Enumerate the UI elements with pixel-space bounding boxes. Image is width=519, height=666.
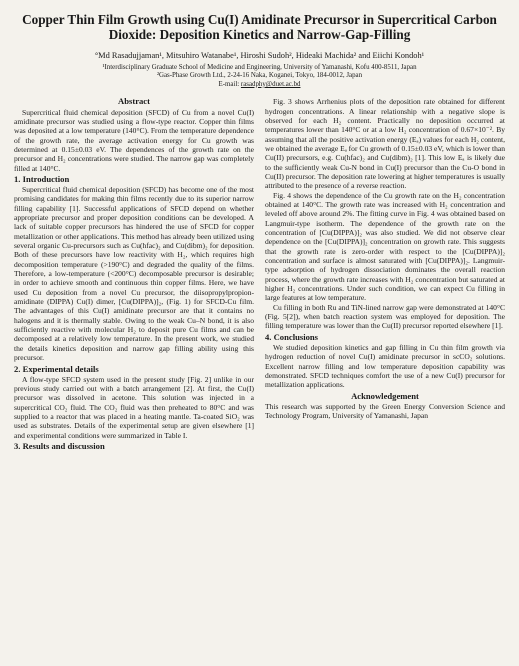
experimental-text: A flow-type SFCD system used in the present study [Fig. 2] unlike in our previous study carried out with a batch arrangement [2]. At first, the Cu(I) precursor was dissolved in acetone. This solution was injected in a supercritical CO₂ fluid. The CO₂ fluid was then preheated to 80°C and was supplied to a reactor that was placed in a heating mantle. Ta-coated SiO₂ was used as substrates. Details of the experimental setup are given elsewhere [1] and experimental conditions were summarized in Table I.	[14, 374, 254, 440]
left-column	[14, 97, 254, 452]
affiliation-1: ¹Interdisciplinary Graduate School of Medicine and Engineering, University of Yamanashi, Kofu 400-8511, Japan	[102, 64, 417, 71]
abstract-heading: Abstract	[118, 96, 150, 107]
results-heading: 3. Results and discussion	[14, 440, 105, 451]
conclusions-text: We studied deposition kinetics and gap filling in Cu thin film growth via hydrogen reduction of novel Cu(I) amidinate precursor in scCO₂ solutions. Excellent narrow filling and low temperature deposition capability was demonstrated. SFCD techniques comfort the use of a new Cu(I) precursor for metallization applications.	[265, 342, 505, 390]
email-line	[14, 81, 505, 89]
right-column	[265, 97, 505, 452]
experimental-heading: 2. Experimental details	[14, 363, 99, 374]
email-link[interactable]: rasadphy@duet.ac.bd	[240, 80, 301, 88]
introduction-text: Supercritical fluid chemical deposition (SFCD) has become one of the most promising candidates for making thin films recently due to its superior narrow filling capability [1]. Successful applications of SFCD depend on whether appropriate precursor and proper deposition conditions can be developed. A lack of suitable copper precursors has hindered the use of SFCD for copper metallization or other applications. This method has already been utilized using several organic Cu-precursors such as Cu(hfac)₂ and Cu(dibm)₂ for deposition. Both of these precursors have low reactivity with H₂, which requires high decomposition temperature (>190°C) and degraded the quality of the films. Therefore, a low-temperature (<200°C) decomposable precursor is desirable; in order to achieve smooth and continuous thin copper films. Here, we have used Cu deposition from a novel Cu precursor, the diisopropylpropion-amidinate (DIPPA) Cu(I) dimer, [Cu(DIPPA)]₂, (Fig. 1) for SFCD-Cu film. The advantages of this Cu(I) amidinate precursor are that it contains no halogens and it is thermally stable. Owing to the weak Cu–N bond, it is also sufficiently reactive with molecular H₂ to deposit pure Cu films and can be decomposed at a relatively low temperature. In the present work, we studied the details kinetics deposition and narrow gap filling ability using this precursor.	[14, 184, 254, 363]
body-columns	[14, 97, 505, 452]
affiliation-2: ²Gas-Phase Growth Ltd., 2-24-16 Naka, Koganei, Tokyo, 184-0012, Japan	[156, 72, 363, 80]
acknowledgement-heading: Acknowledgement	[351, 390, 419, 401]
abstract-text: Supercritical fluid chemical deposition (SFCD) of Cu from a novel Cu(I) amidinate precursor was studied using a flow-type reactor. Copper thin films was deposited at a low temperature (140°C). From the temperature dependence of the growth rate, the average activation energy for Cu growth was determined at 0.15±0.03 eV. The dependences of the growth rate on the precursor and H₂ concentrations were studied. The narrow gap was completely filled at 140°C.	[14, 107, 254, 173]
conclusions-heading: 4. Conclusions	[265, 331, 319, 342]
acknowledgement-text: This research was supported by the Green Energy Conversion Science and Technology Program, University of Yamanashi, Japan	[265, 401, 505, 420]
paper-title: Copper Thin Film Growth using Cu(I) Amidinate Precursor in Supercritical Carbon Dioxide: Deposition Kinetics and Narrow-Gap-Filling	[22, 12, 497, 42]
email-label: E-mail:	[218, 80, 240, 88]
results-paragraph-1: Fig. 3 shows Arrhenius plots of the deposition rate obtained for different hydrogen concentrations. A linear relationship with a negative slope is observed for each H₂ content. Practically no deposition occurred at temperatures lower than 140°C or at a low H₂ concentration of 0.67×10⁻². By assuming that all the positive activation energy (Eₐ) values for each H₂ content, we obtained the average Eₐ for Cu growth of 0.15±0.03 eV, which is lower than Cu(II) precursors, e.g. Cu(hfac)₂ and Cu(dibm)₂ [1]. This low Eₐ is likely due to the sufficiently weak Cu-N bond in Cu(I) precursor than the Cu-O bond in Cu(II) precursor. The deposition rate lowering at higher temperatures is usually attributed to the presence of a reverse reaction.	[265, 97, 505, 191]
results-paragraph-3: Cu filling in both Ru and TiN-lined narrow gap were demonstrated at 140°C (Fig. 5[2]), when batch reaction system was employed for deposition. The filling temperature was lower than the Cu(II) precursor reported elsewhere [1].	[265, 302, 505, 331]
introduction-heading: 1. Introduction	[14, 173, 70, 184]
results-paragraph-2: Fig. 4 shows the dependence of the Cu growth rate on the H₂ concentration obtained at 140°C. The growth rate was increased with H₂ concentration and leveled off above around 2%. The fitting curve in Fig. 4 was obtained based on Langmuir-type isotherm. The dependence of the growth rate on the concentration of [Cu(DIPPA)]₂ was also studied. We did not observe clear dependence on the [Cu(DIPPA)]₂ concentration on growth rate. This suggests that the growth rate is zero-order with respect to the [Cu(DIPPA)]₂ concentration and surface is almost saturated with [Cu(DIPPA)]₂. Langmuir-type adsorption of hydrogen dissociation dominates the overall reaction process, where the growth rate increases with H₂ concentration but saturated at higher H₂ concentrations. Under such condition, we can expect Cu filling in large features at low temperature.	[265, 190, 505, 303]
author-list: °Md Rasadujjaman¹, Mitsuhiro Watanabe¹, Hiroshi Sudoh², Hideaki Machida² and Eiichi Kondoh¹	[94, 51, 425, 60]
